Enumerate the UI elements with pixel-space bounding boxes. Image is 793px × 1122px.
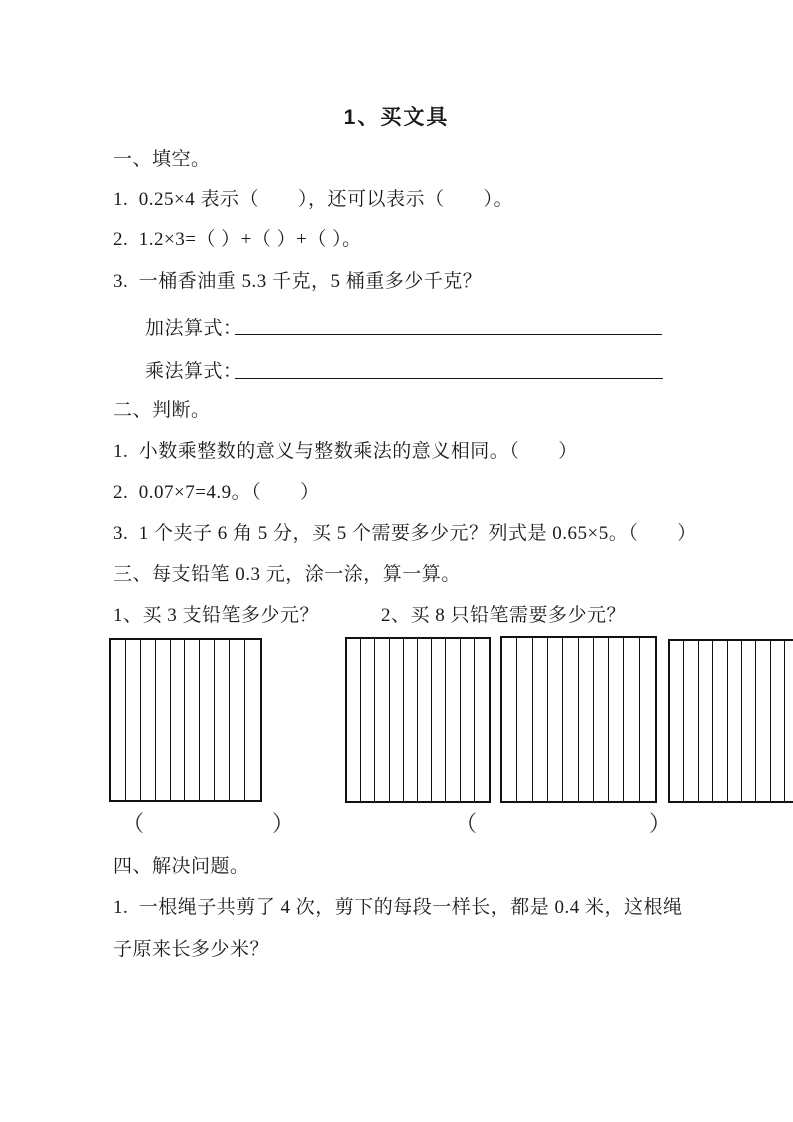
addition-answer-blank-line xyxy=(235,334,662,335)
grid-cell xyxy=(785,641,793,801)
grid-cell xyxy=(533,638,548,801)
section4-heading: 四、解决问题。 xyxy=(113,856,250,877)
question1-answer-parens xyxy=(122,812,294,836)
grid-cell xyxy=(215,640,230,800)
grid-cell xyxy=(548,638,563,801)
grid-cell xyxy=(517,638,532,801)
question2-answer-parens xyxy=(455,812,671,836)
grid-cell xyxy=(185,640,200,800)
section3-question2-label: 2、买 8 只铅笔需要多少元？ xyxy=(381,605,627,626)
grid-cell xyxy=(171,640,186,800)
grid-cell xyxy=(713,641,727,801)
addition-expression-label: 加法算式： xyxy=(145,318,243,339)
close-paren: ） xyxy=(648,811,671,836)
grid-cell xyxy=(418,639,432,801)
section2-heading: 二、判断。 xyxy=(113,400,211,421)
section4-problem1-line2: 子原来长多少米？ xyxy=(113,939,270,960)
grid-cell xyxy=(728,641,742,801)
grid-cell xyxy=(200,640,215,800)
page-title: 1、买文具 xyxy=(343,106,450,129)
grid-cell xyxy=(446,639,460,801)
section2-item-3: 3. 1 个夹子 6 角 5 分，买 5 个需要多少元？列式是 0.65×5。（ ） xyxy=(113,523,697,544)
grid-cell xyxy=(670,641,684,801)
tenths-grid-question2-b xyxy=(500,636,657,803)
grid-cell xyxy=(126,640,141,800)
tenths-grid-question2-c xyxy=(668,639,793,803)
open-paren: （ xyxy=(122,811,145,836)
close-paren: ） xyxy=(271,811,294,836)
grid-cell xyxy=(141,640,156,800)
grid-cell xyxy=(375,639,389,801)
grid-cell xyxy=(156,640,171,800)
section2-item-1: 1. 小数乘整数的意义与整数乘法的意义相同。（ ） xyxy=(113,441,578,462)
grid-cell xyxy=(230,640,245,800)
grid-cell xyxy=(111,640,126,800)
tenths-grid-question2-a xyxy=(345,637,491,803)
grid-cell xyxy=(684,641,698,801)
section1-item-2: 2. 1.2×3=（ ）+（ ）+（ ）。 xyxy=(113,229,362,250)
grid-cell xyxy=(390,639,404,801)
section1-heading: 一、填空。 xyxy=(113,149,211,170)
grid-cell xyxy=(624,638,639,801)
grid-cell xyxy=(640,638,655,801)
grid-cell xyxy=(432,639,446,801)
grid-cell xyxy=(461,639,475,801)
section3-heading: 三、每支铅笔 0.3 元，涂一涂，算一算。 xyxy=(113,564,461,585)
grid-cell xyxy=(563,638,578,801)
section2-item-2: 2. 0.07×7=4.9。（ ） xyxy=(113,482,320,503)
grid-cell xyxy=(742,641,756,801)
grid-cell xyxy=(361,639,375,801)
grid-cell xyxy=(347,639,361,801)
section1-item-1: 1. 0.25×4 表示（ ），还可以表示（ ）。 xyxy=(113,189,513,210)
grid-cell xyxy=(245,640,260,800)
tenths-grid-question1 xyxy=(109,638,262,802)
section3-question1-label: 1、买 3 支铅笔多少元？ xyxy=(113,605,320,626)
section4-problem1-line1: 1. 一根绳子共剪了 4 次，剪下的每段一样长，都是 0.4 米，这根绳 xyxy=(113,897,683,918)
grid-cell xyxy=(699,641,713,801)
grid-cell xyxy=(609,638,624,801)
grid-cell xyxy=(579,638,594,801)
multiplication-answer-blank-line xyxy=(235,378,663,379)
multiplication-expression-label: 乘法算式： xyxy=(145,361,243,382)
section1-item-3: 3. 一桶香油重 5.3 千克，5 桶重多少千克？ xyxy=(113,271,483,292)
open-paren: （ xyxy=(455,811,478,836)
grid-cell xyxy=(594,638,609,801)
grid-cell xyxy=(771,641,785,801)
grid-cell xyxy=(756,641,770,801)
grid-cell xyxy=(475,639,489,801)
grid-cell xyxy=(404,639,418,801)
grid-cell xyxy=(502,638,517,801)
